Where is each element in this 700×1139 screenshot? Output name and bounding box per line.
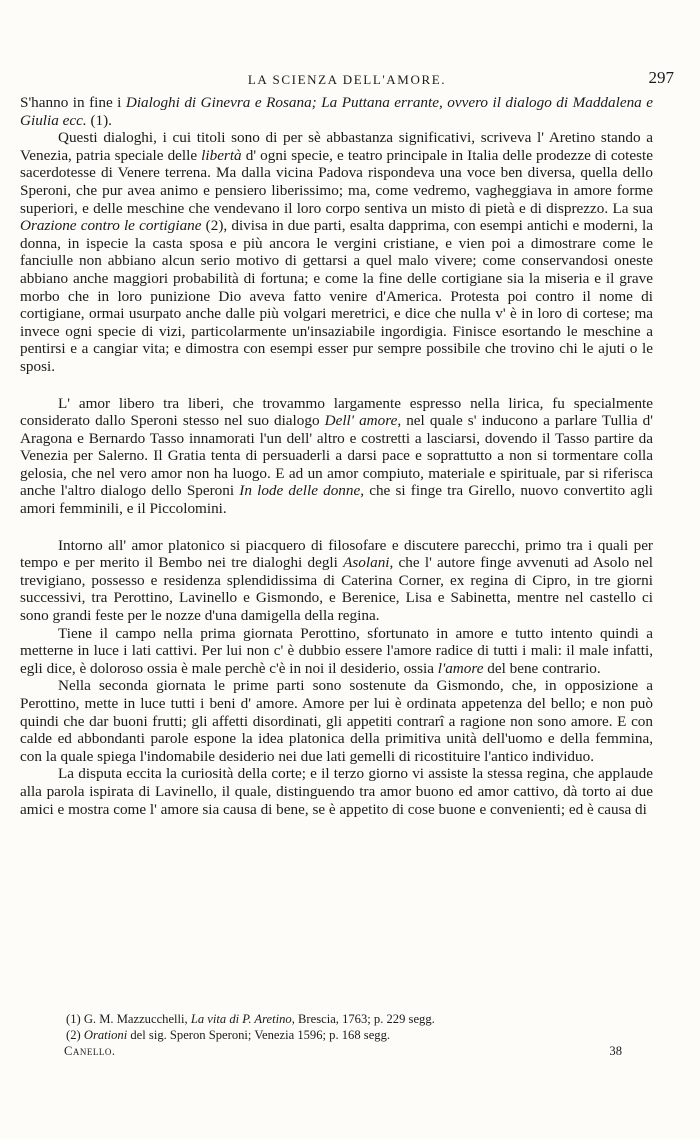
italic-text: In lode delle donne (239, 482, 361, 500)
running-head (20, 68, 674, 88)
text-run: (1) G. M. Mazzucchelli, (66, 1012, 191, 1026)
text-run: Tiene il campo nella prima giornata Perottino, sfortunato in amore e tutto intento quindi a metterne in luce i lati cattivi. Per lui non c' è dubbio essere l'amore radice di tutti i mali: il male infatti, egli dice, è doloroso ossia è male perchè c'è in noi il desiderio, ossia (20, 624, 653, 677)
text-run: del sig. Speron Speroni; Venezia 1596; p. 168 segg. (127, 1027, 391, 1042)
italic-text: Orazione contro le cortigiane (20, 217, 202, 235)
text-run: (2), divisa in due parti, esalta dapprima, con esempi antichi e moderni, la donna, in ispecie la casta sposa e più ancora le vergini cristiane, e vien poi a dimostrare come le fanciulle non abbiano alcun serio motivo di gettarsi a quel malo vivere; come conservandosi oneste abbiano anche maggiori probabilità di fortuna; e come la fine delle cortigiane sia la miseria e il grave morbo che in loro punizione Dio aveva fatto venire d'America. Protesta poi contro il nome di cortigiane, ormai usurpato anche dalle più volgari meretrici, e dice che nulla v' è in loro di cortese; ma invece ogni specie di vizi, particolarmente un'insaziabile ingordigia. Finisce esortando le meschine a pentirsi e a cangiar vita; e dimostra con esempi esser pur sempre possibile che trovino chi le ajuti o le sposi. (20, 217, 653, 375)
italic-text: Orationi (83, 1027, 128, 1042)
text-run: L' amor libero tra liberi, che trovammo largamente espresso nella lirica, fu specialmente considerato dallo Speroni stesso nel suo dialogo (20, 394, 653, 430)
signature-row (64, 1044, 622, 1059)
running-title: LA SCIENZA DELL'AMORE. (247, 72, 447, 87)
italic-text: libertà (201, 146, 242, 164)
paragraph (20, 765, 653, 818)
footnote (66, 1012, 656, 1028)
italic-text: Dialoghi di Ginevra e Rosana; La Puttana errante, ovvero il dialogo di Maddalena e Giulia ecc. (20, 94, 653, 129)
text-run: Nella seconda giornata le prime parti sono sostenute da Gismondo, che, in opposizione a Perottino, mette in luce tutti i beni d' amore. Amore per lui è ordinata appetenza del bello; e non può quindi che dar buoni frutti; gli affetti disordinati, gli appetiti contrarî a ragione non sono amore. E con calde ed abbondanti parole espone la idea platonica della primitiva unità dell'uomo e della femmina, con la quale spiega l'indomabile desiderio nei due lati gemelli di ricostituire l'antico individuo. (20, 677, 653, 765)
text-run: d' ogni specie, e teatro principale in Italia delle prodezze di coteste sacerdotesse di Venere terrena. Ma dalla vicina Padova rispondeva una voce ben diversa, quella dello Speroni, che pur avea animo e pensiero liberissimo; ma, come vedremo, vagheggiava in amore forme superiori, e delle meschine che vendevano il loro corpo sentiva un misto di pietà e di disprezzo. La sua (20, 146, 653, 217)
page-number: 297 (648, 68, 674, 87)
text-run: La disputa eccita la curiosità della corte; e il terzo giorno vi assiste la stessa regina, che applaude alla parola ispirata di Lavinello, il quale, distinguendo tra amor buono ed amor cattivo, dà torto ai due amici e mostra come l' amore sia causa di bene, se è appetito di cose buone e convenienti; ed è causa di (20, 765, 653, 818)
paragraph (20, 94, 653, 129)
paragraph (20, 395, 653, 518)
body-text (20, 94, 653, 818)
footnote (66, 1028, 656, 1044)
paragraph (20, 677, 653, 765)
italic-text: l'amore (437, 659, 484, 677)
text-run: (2) (66, 1027, 84, 1042)
sheet-number: 38 (609, 1044, 622, 1058)
italic-text: Asolani (343, 554, 390, 572)
text-run: , che si finge tra Girello, nuovo convertito agli amori femminili, e il Piccolomini. (20, 482, 654, 518)
paragraph (20, 129, 653, 375)
footnotes (66, 1012, 656, 1043)
text-run: (1). (86, 111, 112, 129)
text-run: Questi dialoghi, i cui titoli sono di per sè abbastanza significativi, scriveva l' Aretino stando a Venezia, patria speciale delle (20, 129, 653, 164)
signature-author: Canello. (64, 1044, 116, 1058)
text-run: , nel quale s' inducono a parlare Tullia d' Aragona e Bernardo Tasso innamorati l'un dell' altro e costretti a lasciarsi, dovendo il Tasso partire da Venezia per Salerno. Il Gratia tenta di persuaderli a darsi pace e soprattutto a non si tormentare colla gelosia, che nel vero amor non ha luogo. E ad un amor compiuto, materiale e spirituale, par si riferisca anche l'altro dialogo dello Speroni (20, 412, 653, 500)
text-run: , Brescia, 1763; p. 229 segg. (291, 1012, 435, 1026)
text-run: S'hanno in fine i (20, 94, 126, 111)
italic-text: La vita di P. Aretino (190, 1012, 292, 1026)
text-run: , che l' autore finge avvenuti ad Asolo nel trevigiano, possesso e residenza splendidissima di Caterina Corner, ex regina di Cipro, in tre giorni successivi, tra Perottino, Lavinello e Gismondo, e Berenice, Lisa e Sabinetta, mentre nel castello ci sono grandi feste per le nozze d'una damigella della regina. (20, 554, 653, 625)
paragraph (20, 625, 653, 678)
text-run: Intorno all' amor platonico si piacquero di filosofare e discutere parecchi, primo tra i quali per tempo e per merito il Bembo nei tre dialoghi degli (20, 536, 653, 572)
paragraph (20, 537, 653, 625)
text-run: del bene contrario. (483, 659, 601, 677)
italic-text: Dell' amore (324, 412, 398, 430)
